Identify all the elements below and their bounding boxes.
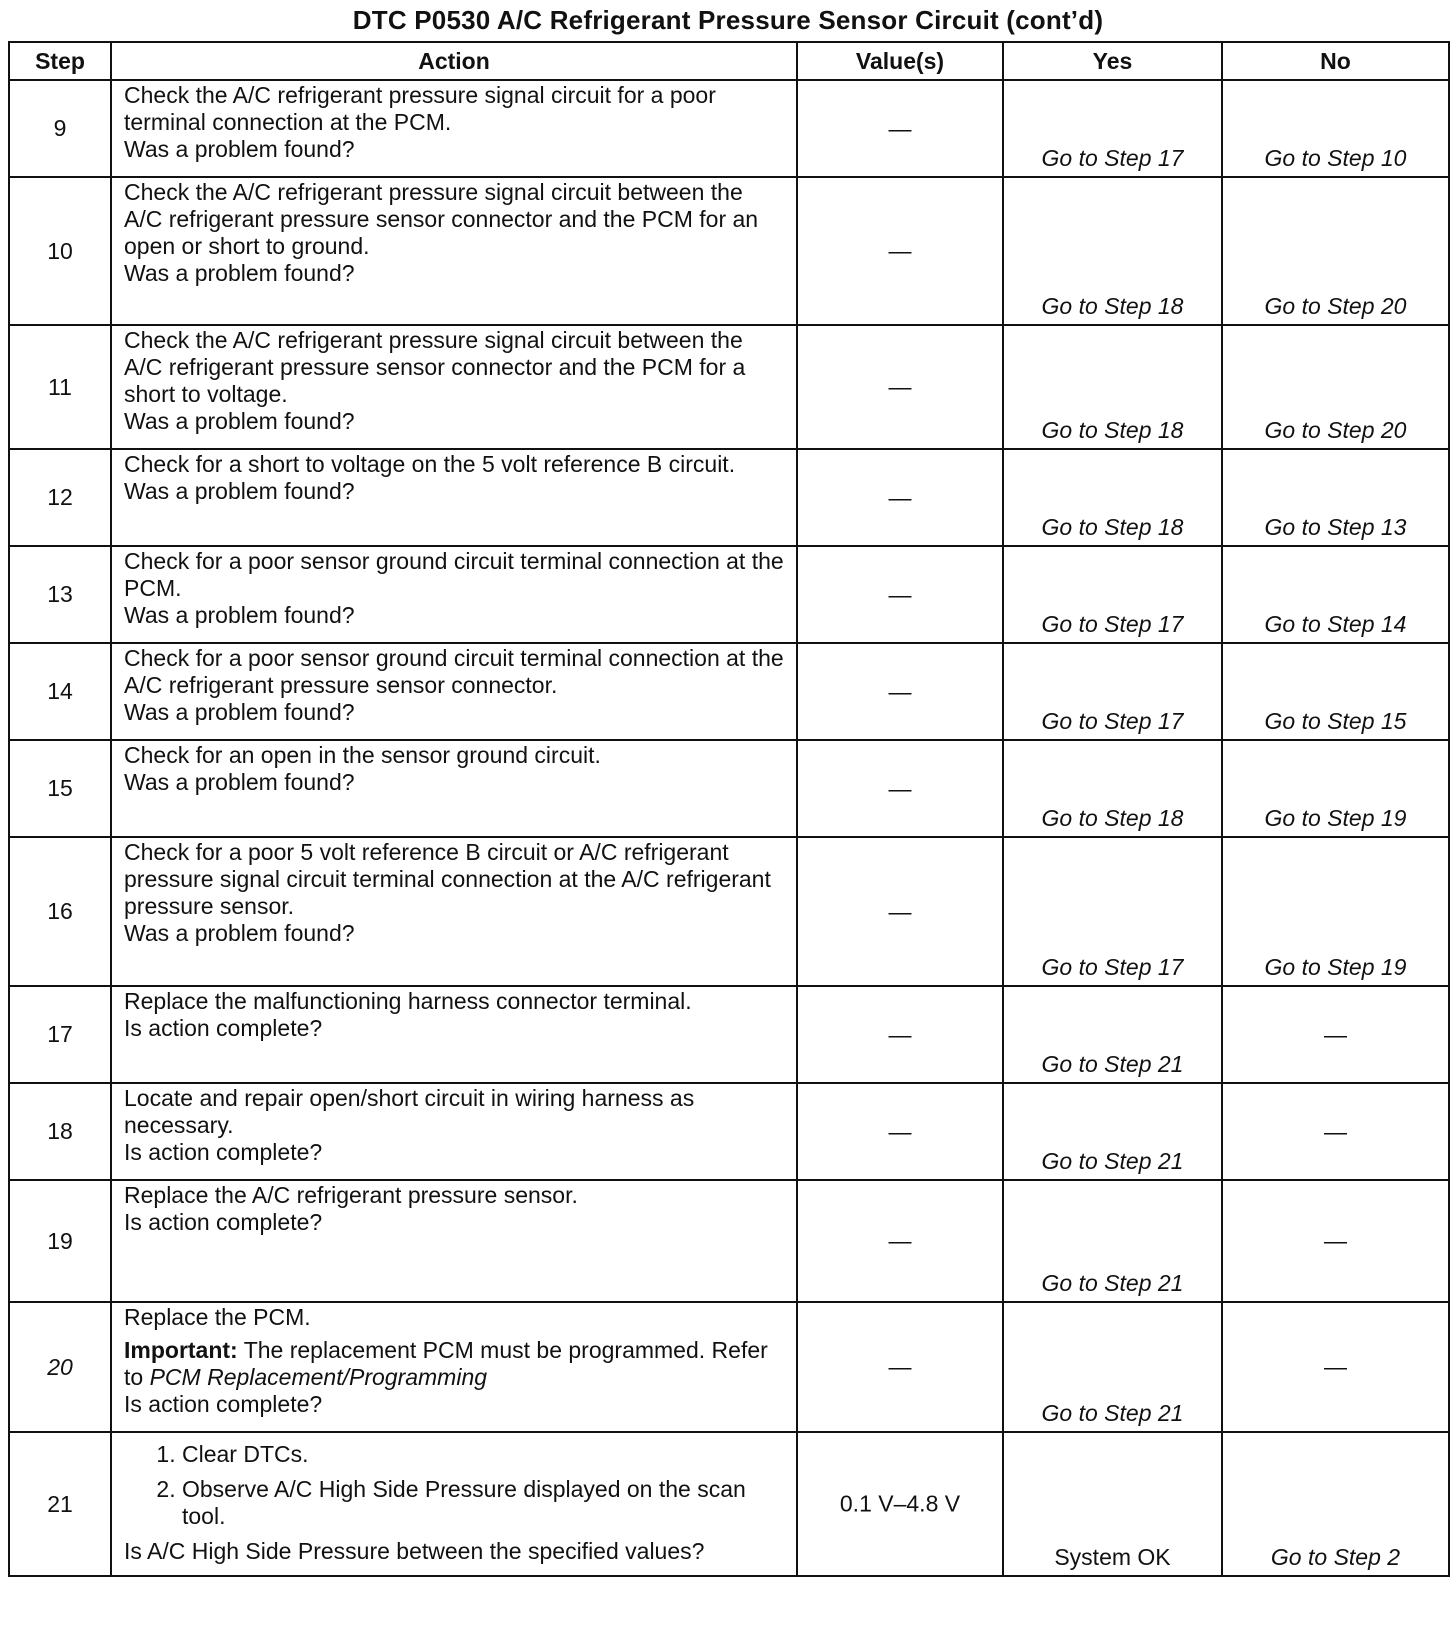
no-link[interactable]: Go to Step 19: [1264, 805, 1407, 831]
step-number: 12: [9, 449, 111, 546]
no-link[interactable]: Go to Step 20: [1264, 293, 1407, 319]
yes-cell: [1003, 643, 1222, 740]
value-cell: [797, 449, 1003, 546]
action-cell: [111, 1180, 797, 1302]
action-text: Check for an open in the sensor ground circuit.: [124, 742, 601, 768]
no-link[interactable]: Go to Step 10: [1264, 145, 1407, 171]
no-cell: [1222, 325, 1449, 449]
yes-cell: [1003, 546, 1222, 643]
step-number: 17: [9, 986, 111, 1083]
action-cell: [111, 546, 797, 643]
no-cell: [1222, 1302, 1449, 1432]
action-cell: [111, 325, 797, 449]
step-number: 15: [9, 740, 111, 837]
yes-cell: [1003, 740, 1222, 837]
step-number: 19: [9, 1180, 111, 1302]
no-cell: [1222, 1432, 1449, 1576]
value-cell: [797, 1083, 1003, 1180]
table-row: [9, 837, 1449, 986]
action-question: Was a problem found?: [124, 769, 355, 795]
step-number: 18: [9, 1083, 111, 1180]
value-text: —: [888, 373, 912, 400]
action-question: Was a problem found?: [124, 478, 355, 504]
no-cell: [1222, 177, 1449, 325]
step-number: 16: [9, 837, 111, 986]
action-text: Check for a poor 5 volt reference B circuit or A/C refrigerant pressure signal circuit terminal connection at the A/C refrigerant pressure sensor.: [124, 839, 771, 919]
yes-link[interactable]: Go to Step 21: [1041, 1400, 1184, 1426]
action-question: Is action complete?: [124, 1209, 323, 1235]
no-cell: [1222, 546, 1449, 643]
step-number: 21: [9, 1432, 111, 1576]
value-cell: [797, 643, 1003, 740]
yes-link[interactable]: Go to Step 18: [1041, 293, 1184, 319]
step-list: [124, 1441, 786, 1538]
table-row: [9, 546, 1449, 643]
value-cell: [797, 837, 1003, 986]
important-label: Important:: [124, 1337, 238, 1363]
yes-cell: [1003, 1432, 1222, 1576]
yes-cell: [1003, 325, 1222, 449]
step-number: 20: [9, 1302, 111, 1432]
action-question: Is action complete?: [124, 1015, 323, 1041]
action-cell: [111, 837, 797, 986]
yes-link[interactable]: Go to Step 17: [1041, 954, 1184, 980]
header-action: Action: [111, 42, 797, 80]
action-question: Is action complete?: [124, 1139, 323, 1165]
header-yes: Yes: [1003, 42, 1222, 80]
table-row: [9, 986, 1449, 1083]
no-link[interactable]: Go to Step 15: [1264, 708, 1407, 734]
action-text: Locate and repair open/short circuit in wiring harness as necessary.: [124, 1085, 695, 1138]
action-cell: [111, 1432, 797, 1576]
no-cell: [1222, 643, 1449, 740]
table-row: [9, 1432, 1449, 1576]
action-cell: [111, 80, 797, 177]
table-row: [9, 1083, 1449, 1180]
action-cell: [111, 177, 797, 325]
yes-link[interactable]: Go to Step 18: [1041, 805, 1184, 831]
table-row: [9, 449, 1449, 546]
value-cell: [797, 740, 1003, 837]
no-value: —: [1324, 1118, 1347, 1144]
no-link[interactable]: Go to Step 20: [1264, 417, 1407, 443]
action-question: Was a problem found?: [124, 920, 355, 946]
value-text: —: [888, 898, 912, 924]
yes-link[interactable]: Go to Step 18: [1041, 417, 1184, 443]
step-number: 13: [9, 546, 111, 643]
value-cell: [797, 325, 1003, 449]
no-link[interactable]: Go to Step 13: [1264, 514, 1407, 540]
value-text: —: [888, 1118, 912, 1144]
no-cell: [1222, 449, 1449, 546]
no-cell: [1222, 740, 1449, 837]
table-row: [9, 1180, 1449, 1302]
table-row: [9, 177, 1449, 325]
action-text: Check for a poor sensor ground circuit terminal connection at the PCM.: [124, 548, 784, 601]
value-text: —: [888, 484, 912, 510]
value-cell: [797, 546, 1003, 643]
table-row: [9, 80, 1449, 177]
value-cell: [797, 986, 1003, 1083]
no-link[interactable]: Go to Step 14: [1264, 611, 1407, 637]
action-question: Was a problem found?: [124, 136, 355, 162]
action-text: Check for a short to voltage on the 5 volt reference B circuit.: [124, 451, 736, 477]
step-number: 11: [9, 325, 111, 449]
yes-cell: [1003, 177, 1222, 325]
action-question: Is action complete?: [124, 1391, 323, 1417]
no-value: —: [1324, 1353, 1347, 1380]
action-question: Was a problem found?: [124, 260, 355, 286]
value-text: —: [888, 1353, 912, 1380]
value-cell: [797, 177, 1003, 325]
action-text: Replace the A/C refrigerant pressure sensor.: [124, 1182, 578, 1208]
yes-cell: [1003, 1083, 1222, 1180]
yes-cell: [1003, 449, 1222, 546]
step-number: 14: [9, 643, 111, 740]
value-text: —: [888, 581, 912, 607]
table-row: [9, 643, 1449, 740]
action-cell: [111, 449, 797, 546]
action-text: Replace the PCM.: [124, 1304, 311, 1330]
action-question: Is A/C High Side Pressure between the specified values?: [124, 1538, 705, 1564]
no-value: —: [1324, 1021, 1347, 1047]
diagnostic-table: [8, 41, 1450, 1577]
header-no: No: [1222, 42, 1449, 80]
reference-link[interactable]: PCM Replacement/Programming: [149, 1364, 488, 1390]
action-cell: [111, 740, 797, 837]
important-text: The replacement PCM must be programmed. Refer to: [124, 1337, 768, 1390]
yes-cell: [1003, 837, 1222, 986]
yes-cell: [1003, 1180, 1222, 1302]
no-cell: [1222, 986, 1449, 1083]
list-item: 1. Clear DTCs.: [182, 1441, 786, 1468]
yes-link[interactable]: Go to Step 17: [1041, 708, 1184, 734]
value-text: —: [888, 237, 912, 264]
yes-link[interactable]: Go to Step 17: [1041, 145, 1184, 171]
table-row: [9, 325, 1449, 449]
value-cell: [797, 1180, 1003, 1302]
action-question: Was a problem found?: [124, 699, 355, 725]
yes-link[interactable]: Go to Step 17: [1041, 611, 1184, 637]
no-cell: [1222, 80, 1449, 177]
document-title: DTC P0530 A/C Refrigerant Pressure Sensor Circuit (cont’d): [352, 5, 1104, 35]
action-text: Check the A/C refrigerant pressure signal circuit for a poor terminal connection at the PCM.: [124, 82, 716, 135]
action-cell: [111, 986, 797, 1083]
table-row: [9, 740, 1449, 837]
yes-cell: [1003, 986, 1222, 1083]
no-cell: [1222, 1180, 1449, 1302]
header-values: Value(s): [797, 42, 1003, 80]
header-row: [9, 42, 1449, 80]
action-text: Replace the malfunctioning harness connector terminal.: [124, 988, 692, 1014]
action-cell: [111, 1083, 797, 1180]
no-value: —: [1324, 1227, 1347, 1254]
yes-cell: [1003, 1302, 1222, 1432]
important-note: [124, 1337, 786, 1391]
no-link[interactable]: Go to Step 2: [1270, 1544, 1401, 1570]
value-range: 0.1 V–4.8 V: [839, 1490, 961, 1517]
action-cell: [111, 643, 797, 740]
list-item: 2. Observe A/C High Side Pressure displayed on the scan tool.: [182, 1476, 786, 1530]
action-text: Check the A/C refrigerant pressure signal circuit between the A/C refrigerant pressure sensor connector and the PCM for a short to voltage.: [124, 327, 746, 407]
step-number: 10: [9, 177, 111, 325]
value-text: —: [888, 775, 912, 801]
action-question: Was a problem found?: [124, 602, 355, 628]
page: [0, 2, 1456, 1642]
value-text: —: [888, 1021, 912, 1047]
action-text: Check the A/C refrigerant pressure signal circuit between the A/C refrigerant pressure sensor connector and the PCM for an open or short to ground.: [124, 179, 759, 259]
no-cell: [1222, 837, 1449, 986]
yes-cell: [1003, 80, 1222, 177]
action-cell: [111, 1302, 797, 1432]
action-question: Was a problem found?: [124, 408, 355, 434]
yes-link[interactable]: Go to Step 21: [1041, 1148, 1184, 1174]
value-text: —: [888, 115, 912, 141]
yes-result: System OK: [1054, 1544, 1171, 1570]
yes-link[interactable]: Go to Step 18: [1041, 514, 1184, 540]
no-link[interactable]: Go to Step 19: [1264, 954, 1407, 980]
no-cell: [1222, 1083, 1449, 1180]
yes-link[interactable]: Go to Step 21: [1041, 1051, 1184, 1077]
value-text: —: [888, 1227, 912, 1254]
value-cell: [797, 1432, 1003, 1576]
table-row: [9, 1302, 1449, 1432]
value-cell: [797, 1302, 1003, 1432]
step-number: 9: [9, 80, 111, 177]
yes-link[interactable]: Go to Step 21: [1041, 1270, 1184, 1296]
value-text: —: [888, 678, 912, 704]
value-cell: [797, 80, 1003, 177]
header-step: Step: [9, 42, 111, 80]
action-text: Check for a poor sensor ground circuit terminal connection at the A/C refrigerant pressure sensor connector.: [124, 645, 784, 698]
